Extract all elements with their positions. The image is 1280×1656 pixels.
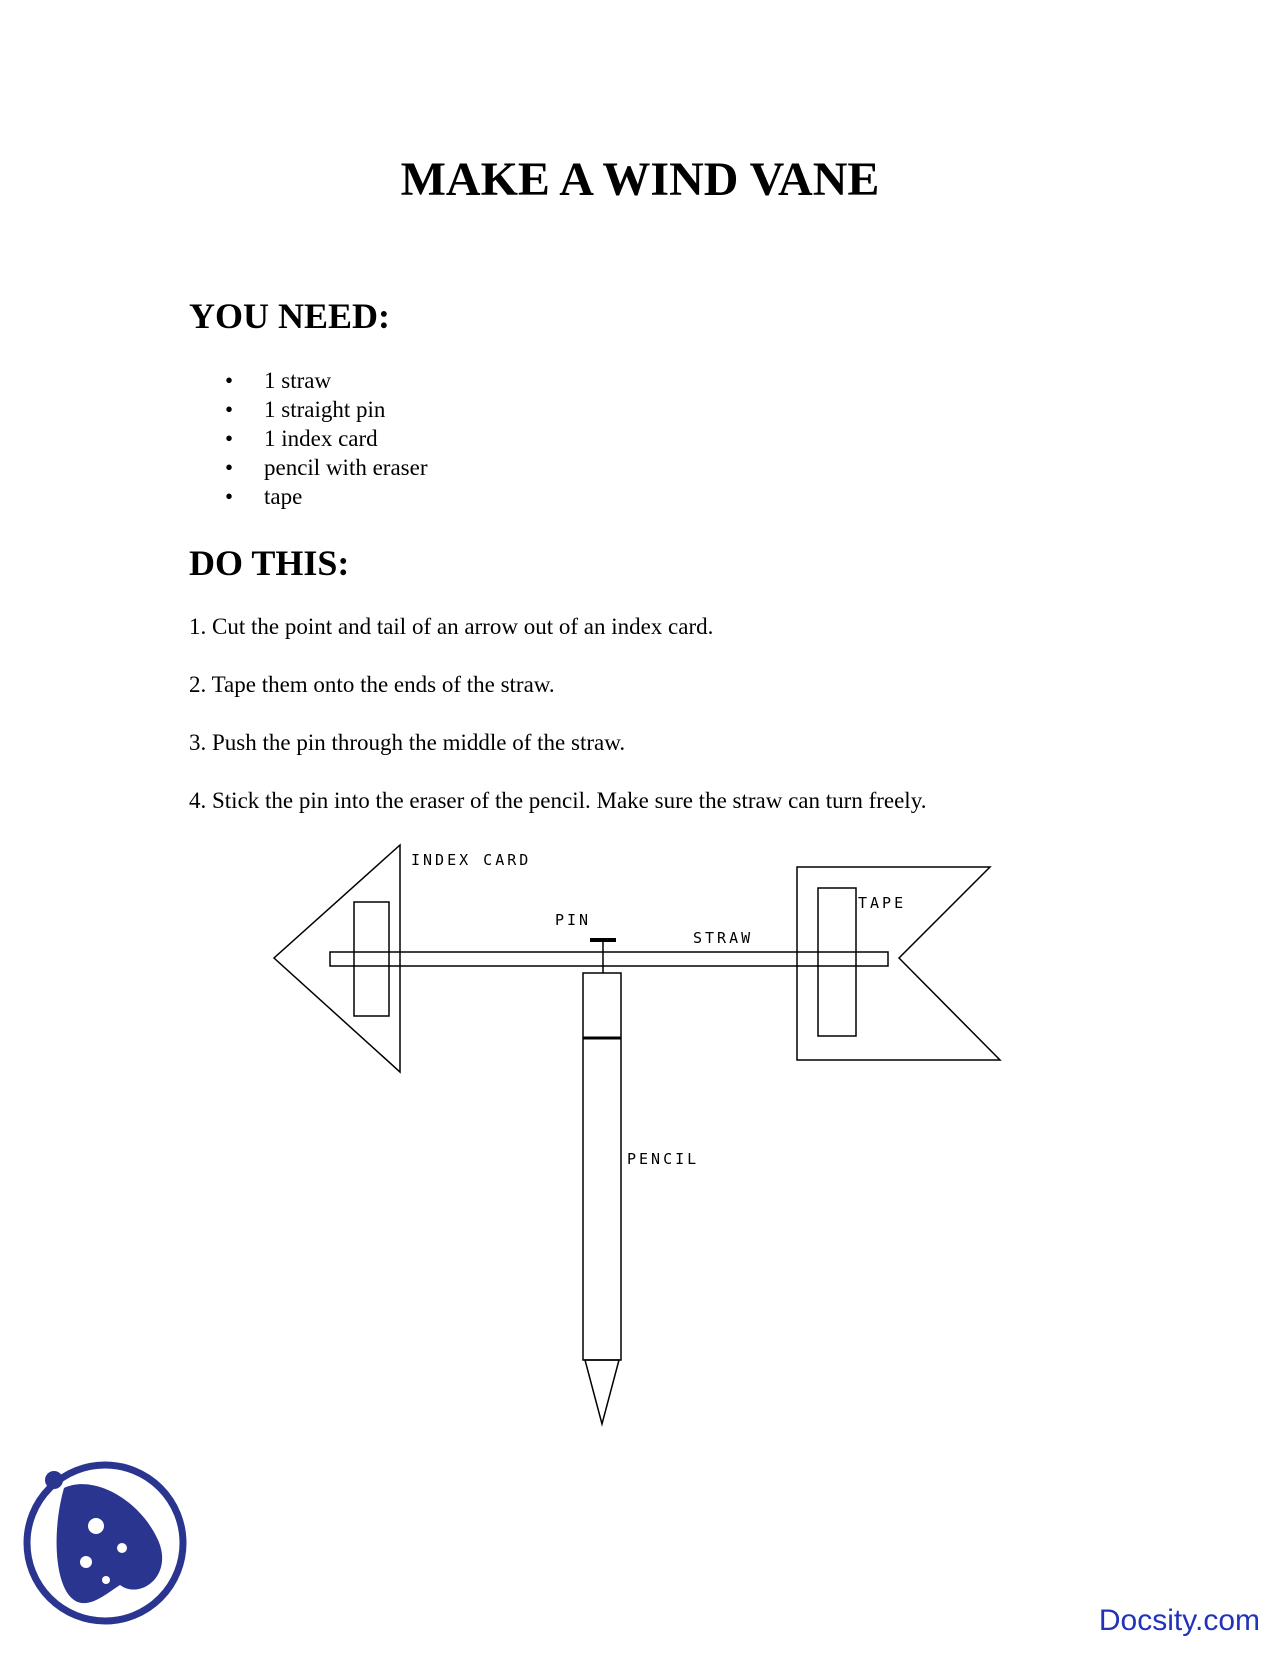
pencil-body xyxy=(583,973,621,1360)
bullet-icon: • xyxy=(225,426,234,451)
bullet-icon: • xyxy=(225,397,234,422)
tail-tape xyxy=(818,888,856,1036)
label-pencil: PENCIL xyxy=(627,1150,700,1168)
bullet-icon: • xyxy=(225,484,234,509)
step-item: 4. Stick the pin into the eraser of the pencil. Make sure the straw can turn freely. xyxy=(189,788,927,813)
brand-link[interactable]: Docsity.com xyxy=(1098,1604,1260,1637)
label-pin: PIN xyxy=(555,911,592,929)
step-item: 2. Tape them onto the ends of the straw. xyxy=(189,672,555,697)
needs-heading: YOU NEED: xyxy=(189,296,391,336)
step-item: 3. Push the pin through the middle of the straw. xyxy=(189,730,626,755)
bullet-icon: • xyxy=(225,455,234,480)
label-straw: STRAW xyxy=(693,929,754,947)
pencil-tip xyxy=(585,1360,619,1424)
bullet-icon: • xyxy=(225,368,234,393)
list-item: • pencil with eraser xyxy=(225,455,428,480)
steps-heading: DO THIS: xyxy=(189,543,350,583)
step-item: 1. Cut the point and tail of an arrow out of an index card. xyxy=(189,614,714,639)
list-item: • 1 index card xyxy=(225,426,378,451)
list-item: • 1 straw xyxy=(225,368,332,393)
straw xyxy=(330,952,888,966)
point-tape xyxy=(354,902,389,1016)
list-item: • 1 straight pin xyxy=(225,397,386,422)
arrow-point xyxy=(274,845,400,1072)
list-item: • tape xyxy=(225,484,303,509)
label-index-card: INDEX CARD xyxy=(411,851,532,869)
label-tape: TAPE xyxy=(858,894,907,912)
page-title: MAKE A WIND VANE xyxy=(400,153,880,206)
docsity-logo-icon xyxy=(22,1460,188,1626)
